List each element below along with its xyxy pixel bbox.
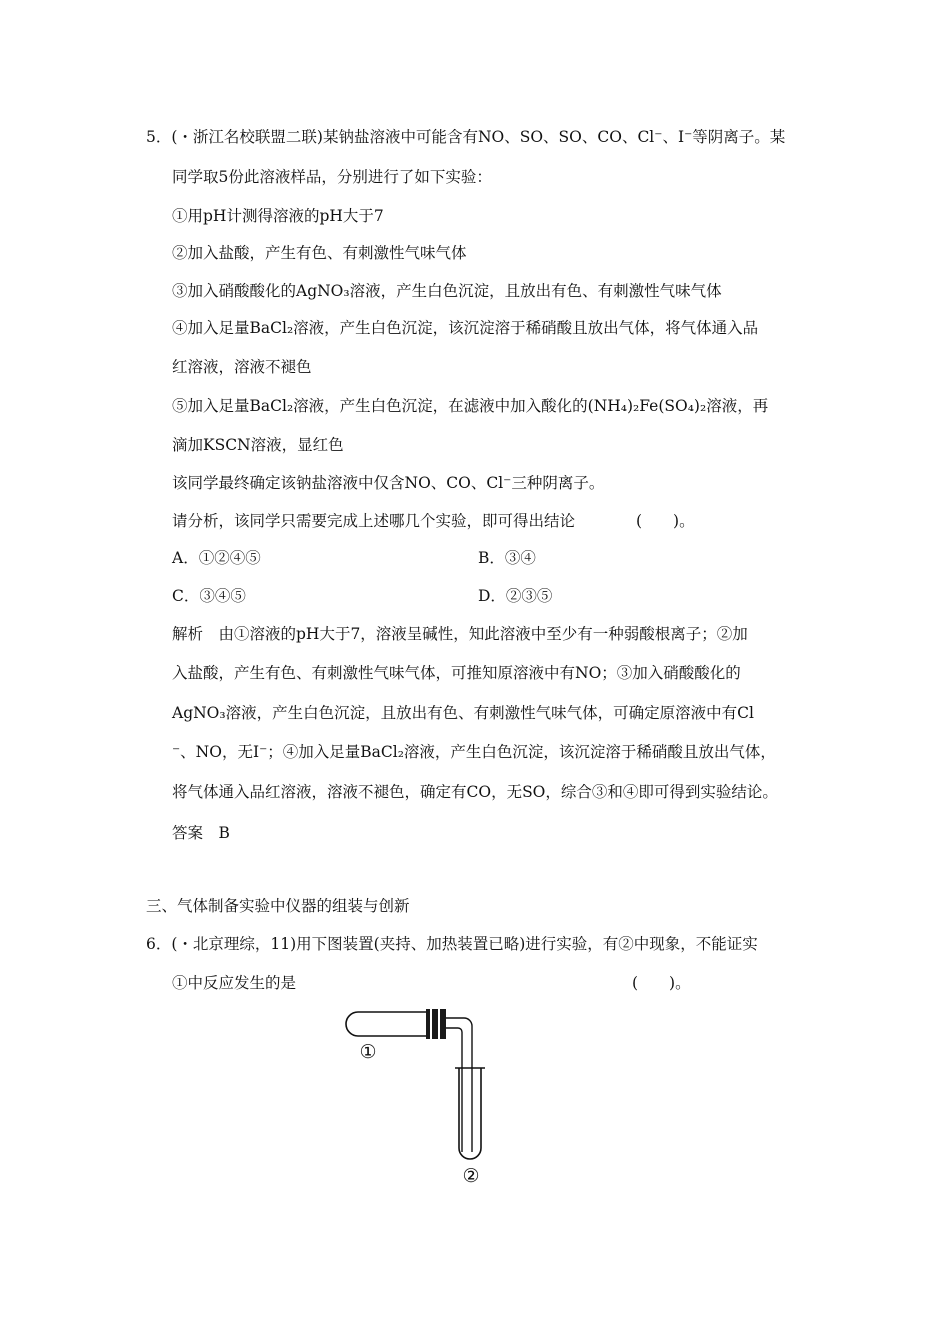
q5-analysis-line4: ⁻、NO，无I⁻；④加入足量BaCl₂溶液，产生白色沉淀，该沉淀溶于稀硝酸且放出气体， (172, 743, 776, 761)
q5-analysis-line5: 将气体通入品红溶液，溶液不褪色，确定有CO，无SO，综合③和④即可得到实验结论。 (172, 783, 778, 801)
q5-analysis-line1: 解析 由①溶液的pH大于7，溶液呈碱性，知此溶液中至少有一种弱酸根离子；②加 (172, 625, 748, 643)
q5-experiment-5-line1: ⑤加入足量BaCl₂溶液，产生白色沉淀，在滤液中加入酸化的(NH₄)₂Fe(SO₄)₂溶液，再 (172, 397, 769, 415)
q5-option-a: A．①②④⑤ (172, 549, 261, 567)
q5-experiment-4-line1: ④加入足量BaCl₂溶液，产生白色沉淀，该沉淀溶于稀硝酸且放出气体，将气体通入品 (172, 319, 759, 337)
q5-option-c: C．③④⑤ (172, 587, 246, 605)
q5-analysis-line2: 入盐酸，产生有色、有刺激性气味气体，可推知原溶液中有NO；③加入硝酸酸化的 (172, 664, 741, 682)
q5-experiment-3: ③加入硝酸酸化的AgNO₃溶液，产生白色沉淀，且放出有色、有刺激性气味气体 (172, 282, 722, 300)
q5-stem-line1: 5．(・浙江名校联盟二联)某钠盐溶液中可能含有NO、SO、SO、CO、Cl⁻、I⁻等阴离子。某 (146, 128, 786, 146)
apparatus-figure (338, 1002, 508, 1192)
q5-experiment-4-line2: 红溶液，溶液不褪色 (172, 358, 312, 376)
q5-option-b: B．③④ (478, 549, 536, 567)
q6-answer-blank: ( )。 (632, 974, 691, 992)
q5-question: 请分析，该同学只需要完成上述哪几个实验，即可得出结论 (172, 512, 576, 530)
label-tube-2: ② (462, 1165, 480, 1187)
stopper (426, 1009, 446, 1039)
q5-analysis-line3: AgNO₃溶液，产生白色沉淀，且放出有色、有刺激性气味气体，可确定原溶液中有Cl (172, 704, 754, 722)
q6-stem-line2: ①中反应发生的是 (172, 974, 297, 992)
q5-option-d: D．②③⑤ (478, 587, 553, 605)
q5-experiment-5-line2: 滴加KSCN溶液，显红色 (172, 436, 344, 454)
q5-experiment-1: ①用pH计测得溶液的pH大于7 (172, 207, 384, 225)
q5-experiment-2: ②加入盐酸，产生有色、有刺激性气味气体 (172, 244, 467, 262)
q5-conclusion: 该同学最终确定该钠盐溶液中仅含NO、CO、Cl⁻三种阴离子。 (172, 474, 605, 492)
section-3-heading: 三、气体制备实验中仪器的组装与创新 (146, 897, 410, 915)
test-tube-1 (346, 1012, 430, 1036)
q6-stem-line1: 6．(・北京理综，11)用下图装置(夹持、加热装置已略)进行实验，有②中现象，不能证实 (146, 935, 758, 953)
q5-stem-line2: 同学取5份此溶液样品，分别进行了如下实验： (172, 168, 492, 186)
q5-answer-blank: ( )。 (636, 512, 695, 530)
q5-answer: 答案 B (172, 824, 230, 842)
label-tube-1: ① (359, 1041, 377, 1063)
